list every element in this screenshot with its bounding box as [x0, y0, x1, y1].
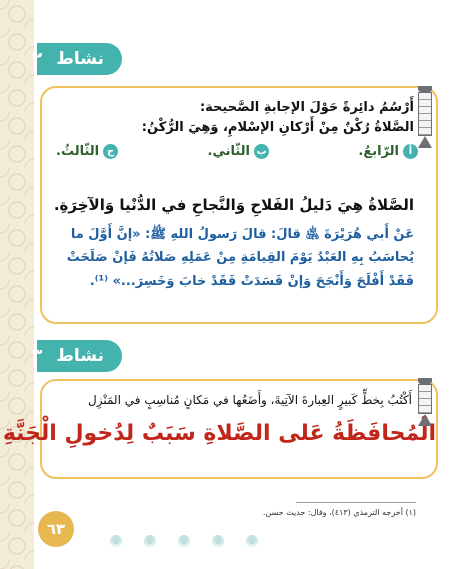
activity-3-header: [31, 340, 122, 372]
activity-3-phrase: الْمُحافَظَةُ عَلى الصَّلاةِ سَبَبٌ لِدُخولِ الْجَنَّةِ: [2, 421, 436, 446]
decorative-dot: [178, 535, 190, 547]
question-stem: الصَّلاةُ رُكْنٌ مِنْ أَرْكانِ الإسْلامِ، وَهِيَ الرُّكْنُ:: [141, 120, 414, 135]
activity-2-header: [31, 43, 122, 75]
option-a-badge: أ: [403, 144, 418, 159]
pencil-icon: [418, 86, 432, 148]
activity-3-instruction: أَكْتُبُ بِخطٍّ كَبيرٍ العِبارةَ الآتِيةَ، وأَضَعُها في مَكانٍ مُناسِبٍ في المَنْزِل: [88, 393, 412, 407]
hadith-line-3: فَقَدْ أَفْلَحَ وَأَنْجَحَ وَإنْ فَسَدَتْ فَقَدْ خابَ وَخَسِرَ...» ⁽¹⁾.: [89, 274, 414, 289]
option-c-text: الثّالثُ.: [56, 144, 100, 159]
decorative-dot: [144, 535, 156, 547]
option-b-text: الثّاني.: [207, 144, 251, 159]
option-a[interactable]: [358, 144, 418, 159]
hadith-line-2: يُحاسَبُ بِهِ العَبْدُ يَوْمَ القِيامَةِ مِنْ عَمَلِهِ صَلاتُهُ فَإنْ صَلَحَتْ: [66, 250, 414, 265]
question-instruction: أَرْسُمُ دائِرةً حَوْلَ الإجابةِ الصَّحيحة:: [199, 100, 414, 115]
option-b-badge: ب: [254, 144, 269, 159]
activity-3-number: ٣: [31, 346, 43, 366]
activity-2-number: ٢: [31, 49, 43, 69]
answer-options: [56, 144, 418, 159]
hadith-line-1: عَنْ أَبي هُرَيْرَةَ ﵁ قالَ: قالَ رَسولُ اللهِ ﷺ: «إنَّ أَوَّلَ ما: [70, 227, 414, 242]
activity-3-label: نشاط: [56, 346, 104, 366]
option-c-badge: ج: [103, 144, 118, 159]
page-number: ٦٣: [38, 511, 74, 547]
activity-3-card: [2, 379, 438, 479]
decorative-dot: [246, 535, 258, 547]
option-b[interactable]: [208, 144, 270, 159]
activity-2-label: نشاط: [56, 49, 104, 69]
decorative-dot: [212, 535, 224, 547]
pencil-icon: [418, 378, 432, 426]
option-a-text: الرّابعُ.: [358, 144, 399, 159]
footnote-divider: [296, 502, 416, 503]
activity-2-card: [40, 86, 438, 324]
footnote: (١) أخرجه الترمذي (٤١٣)، وقال: حديث حسن.: [262, 508, 416, 517]
decorative-border-pattern: [0, 0, 34, 569]
decorative-dots: [110, 535, 258, 547]
decorative-dot: [110, 535, 122, 547]
prayer-statement: الصَّلاةُ هِيَ دَليلُ الفَلاحِ وَالنَّجاحِ في الدُّنْيا وَالآخِرَةِ.: [53, 196, 414, 214]
option-c[interactable]: [56, 144, 118, 159]
